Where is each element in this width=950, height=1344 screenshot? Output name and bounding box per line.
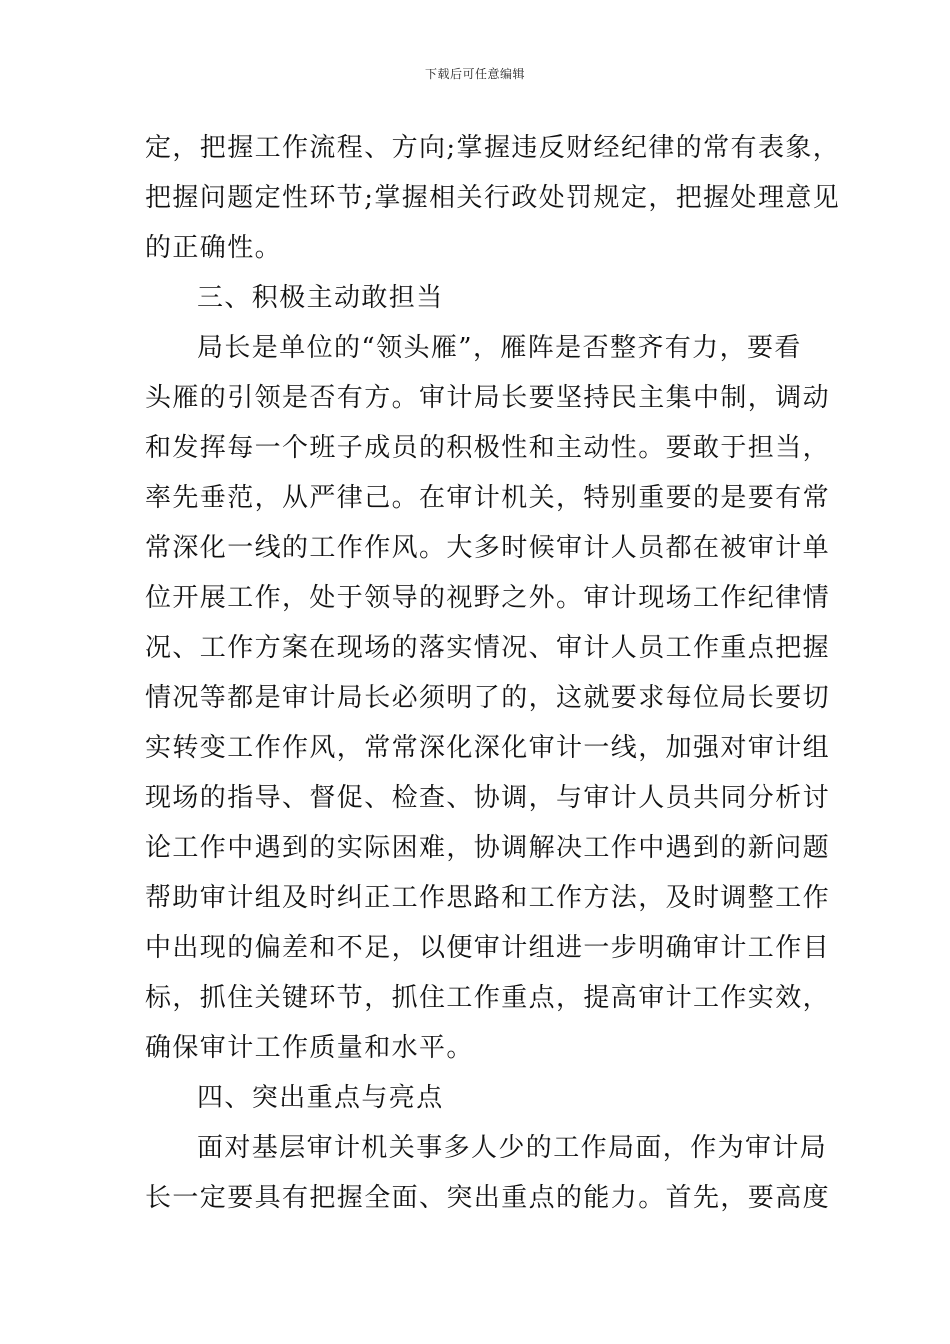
body-line: 实转变工作作风，常常深化深化审计一线，加强对审计组	[145, 733, 831, 763]
body-line: 和发挥每一个班子成员的积极性和主动性。要敢于担当，	[145, 433, 831, 463]
body-line: 论工作中遇到的实际困难，协调解决工作中遇到的新问题	[145, 833, 831, 863]
body-line: 确保审计工作质量和水平。	[145, 1033, 474, 1063]
body-line: 常深化一线的工作作风。大多时候审计人员都在被审计单	[145, 533, 831, 563]
body-line: 长一定要具有把握全面、突出重点的能力。首先，要高度	[145, 1183, 831, 1213]
body-line: 中出现的偏差和不足，以便审计组进一步明确审计工作目	[145, 933, 831, 963]
body-line: 帮助审计组及时纠正工作思路和工作方法，及时调整工作	[145, 883, 831, 913]
body-line: 的正确性。	[145, 233, 283, 263]
section-heading: 四、突出重点与亮点	[197, 1083, 444, 1113]
body-line: 率先垂范，从严律己。在审计机关，特别重要的是要有常	[145, 483, 831, 513]
body-line: 把握问题定性环节;掌握相关行政处罚规定，把握处理意见	[145, 183, 841, 213]
paragraph-first-line: 局长是单位的“领头雁”，雁阵是否整齐有力，要看	[197, 333, 802, 363]
body-line: 况、工作方案在现场的落实情况、审计人员工作重点把握	[145, 633, 831, 663]
body-line: 情况等都是审计局长必须明了的，这就要求每位局长要切	[145, 683, 831, 713]
section-heading: 三、积极主动敢担当	[197, 283, 444, 313]
body-line: 标，抓住关键环节，抓住工作重点，提高审计工作实效，	[145, 983, 831, 1013]
page-header: 下载后可任意编辑	[424, 67, 525, 81]
body-line: 现场的指导、督促、检查、协调，与审计人员共同分析讨	[145, 783, 831, 813]
body-line: 头雁的引领是否有方。审计局长要坚持民主集中制，调动	[145, 383, 831, 413]
body-line: 位开展工作，处于领导的视野之外。审计现场工作纪律情	[145, 583, 831, 613]
body-line: 定，把握工作流程、方向;掌握违反财经纪律的常有表象，	[145, 133, 841, 163]
paragraph-first-line: 面对基层审计机关事多人少的工作局面，作为审计局	[197, 1133, 828, 1163]
